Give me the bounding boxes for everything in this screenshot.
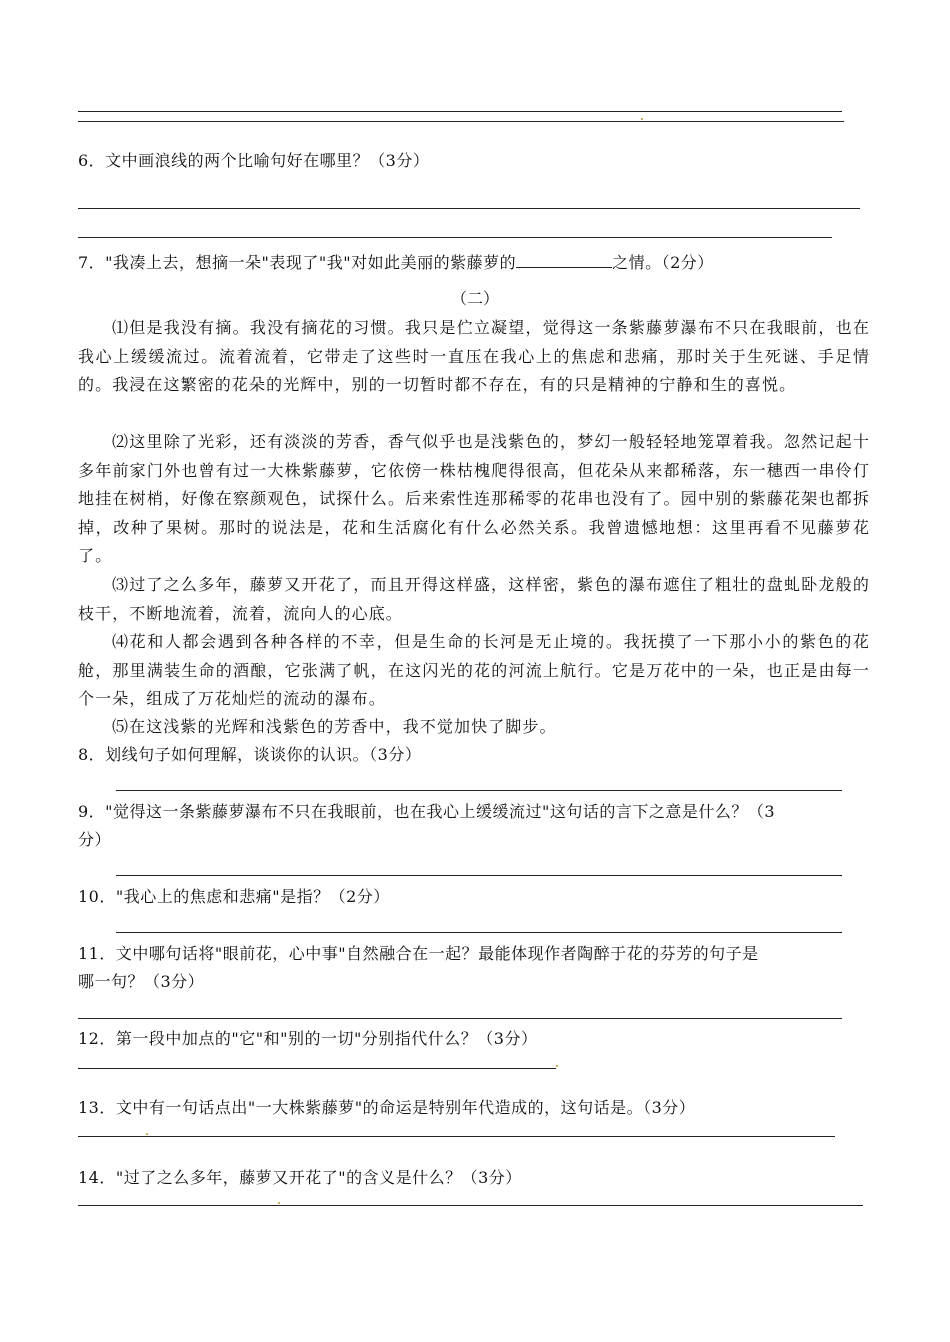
passage-paragraph-2: ⑵这里除了光彩，还有淡淡的芳香，香气似乎也是浅紫色的，梦幻一般轻轻地笼罩着我。忽然记起十多年前家门外也曾有过一大株紫藤萝，它依傍一株枯槐爬得很高，但花朵从来都稀落，东一穗西一串伶仃地挂在树梢，好像在察颜观色，试探什么。后来索性连那稀零的花串也没有了。园中别的紫藤花架也都拆掉，改种了果树。那时的说法是，花和生活腐化有什么必然关系。我曾遗憾地想：这里再看不见藤萝花了。: [78, 432, 870, 566]
answer-line: [78, 1068, 556, 1069]
passage-paragraph-5: ⑸在这浅紫的光辉和浅紫色的芳香中，我不觉加快了脚步。: [112, 717, 557, 736]
question-12: 12．第一段中加点的"它"和"别的一切"分别指代什么？（3分）: [78, 1029, 538, 1048]
question-9-line-1: 9．"觉得这一条紫藤萝瀑布不只在我眼前，也在我心上缓缓流过"这句话的言下之意是什么？（3: [78, 802, 776, 821]
answer-line: [78, 1205, 863, 1206]
answer-line: [78, 121, 844, 122]
question-6: 6．文中画浪线的两个比喻句好在哪里？（3分）: [78, 151, 430, 170]
scan-dot: [146, 1133, 148, 1135]
question-10: 10．"我心上的焦虑和悲痛"是指？（2分）: [78, 887, 390, 906]
question-7-text: 7．"我凑上去，想摘一朵"表现了"我"对如此美丽的紫藤萝的: [78, 253, 517, 272]
answer-line: [78, 111, 842, 112]
answer-line: [78, 208, 860, 209]
answer-line: [78, 1136, 835, 1137]
scan-dot: [641, 118, 643, 120]
passage-paragraph-1: ⑴但是我没有摘。我没有摘花的习惯。我只是伫立凝望，觉得这一条紫藤萝瀑布不只在我眼前，也在我心上缓缓流过。流着流着，它带走了这些时一直压在我心上的焦虑和悲痛，那时关于生死谜、手足情的。我浸在这繁密的花朵的光辉中，别的一切暂时都不存在，有的只是精神的宁静和生的喜悦。: [78, 318, 870, 395]
answer-line: [78, 1018, 842, 1019]
question-9-line-2: 分）: [78, 830, 112, 849]
question-13: 13．文中有一句话点出"一大株紫藤萝"的命运是特别年代造成的，这句话是。（3分）: [78, 1098, 696, 1117]
question-7: [78, 249, 714, 273]
passage-paragraph-4: ⑷花和人都会遇到各种各样的不幸，但是生命的长河是无止境的。我抚摸了一下那小小的紫色的花舱，那里满装生命的酒酿，它张满了帆，在这闪光的花的河流上航行。它是万花中的一朵，也正是由每一个一朵，组成了万花灿烂的流动的瀑布。: [78, 632, 870, 709]
question-7-suffix: 之情。（2分）: [612, 253, 714, 272]
question-14: 14．"过了之么多年，藤萝又开花了"的含义是什么？（3分）: [78, 1168, 522, 1187]
passage-paragraph-3: ⑶过了之么多年，藤萝又开花了，而且开得这样盛，这样密，紫色的瀑布遮住了粗壮的盘虬卧龙般的枝干，不断地流着，流着，流向人的心底。: [78, 575, 870, 623]
section-title: （二）: [450, 289, 499, 308]
scan-dot: [278, 1202, 280, 1204]
answer-line: [78, 237, 832, 238]
question-11-line-1: 11．文中哪句话将"眼前花，心中事"自然融合在一起？最能体现作者陶醉于花的芬芳的句子是: [78, 944, 759, 963]
question-11-line-2: 哪一句？（3分）: [78, 972, 205, 991]
answer-line: [116, 790, 842, 791]
scan-dot: [556, 1065, 558, 1067]
answer-line: [116, 932, 842, 933]
answer-line: [116, 875, 842, 876]
fill-blank: [516, 249, 612, 268]
question-8: 8．划线句子如何理解，谈谈你的认识。（3分）: [78, 745, 422, 764]
